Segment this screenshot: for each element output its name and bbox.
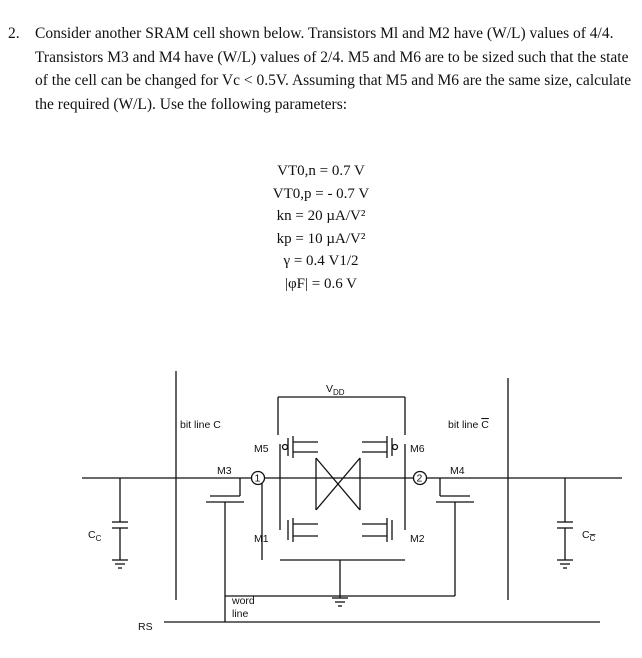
param-kn: kn = 20 µA/V² bbox=[276, 208, 366, 224]
cc-bar-label: $C_C$ bbox=[582, 529, 596, 543]
bit-line-c-label: bit line C bbox=[180, 419, 221, 431]
param-vt0n: VT0,n = 0.7 V bbox=[277, 163, 365, 179]
param-gamma: γ = 0.4 V1/2 bbox=[283, 253, 359, 269]
node-1-label: 1 bbox=[254, 472, 261, 485]
problem-text: Consider another SRAM cell shown below. Transistors Ml and M2 have (W/L) values of 4/4. Transistors M3 and M4 have (W/L) values of 2/4. M5 and M6 are to be sized such that the state of the cell can be changed for Vc < 0.5V. Assuming that M5 and M6 are the same size, calculate the required (W/L). Use the following parameters: bbox=[35, 25, 632, 113]
m1-label: M1 bbox=[254, 533, 269, 545]
m5-bubble bbox=[283, 445, 288, 450]
node-2-label: 2 bbox=[416, 472, 423, 485]
param-phif: |φF| = 0.6 V bbox=[284, 275, 358, 292]
param-kp: kp = 10 µA/V² bbox=[276, 230, 366, 247]
param-vt0p: VT0,p = - 0.7 V bbox=[272, 185, 370, 202]
problem-number: 2. bbox=[8, 25, 20, 42]
cc-label: $C_C$ bbox=[88, 529, 102, 543]
word-line-label-2: line bbox=[232, 608, 249, 620]
m6-bubble bbox=[393, 445, 398, 450]
word-line-label-1: word bbox=[232, 595, 255, 607]
ground-symbol-center bbox=[332, 598, 348, 606]
m5-label: M5 bbox=[254, 443, 269, 455]
m4-label: M4 bbox=[450, 465, 465, 477]
ground-symbol-right bbox=[557, 560, 573, 568]
vdd-label: $V_{DD}$ bbox=[326, 383, 345, 397]
ground-symbol-left bbox=[112, 560, 128, 568]
rs-label: RS bbox=[138, 621, 153, 633]
m6-label: M6 bbox=[410, 443, 425, 455]
bit-line-cbar-label: bit line C bbox=[448, 419, 489, 431]
m3-label: M3 bbox=[217, 465, 232, 477]
m2-label: M2 bbox=[410, 533, 425, 545]
